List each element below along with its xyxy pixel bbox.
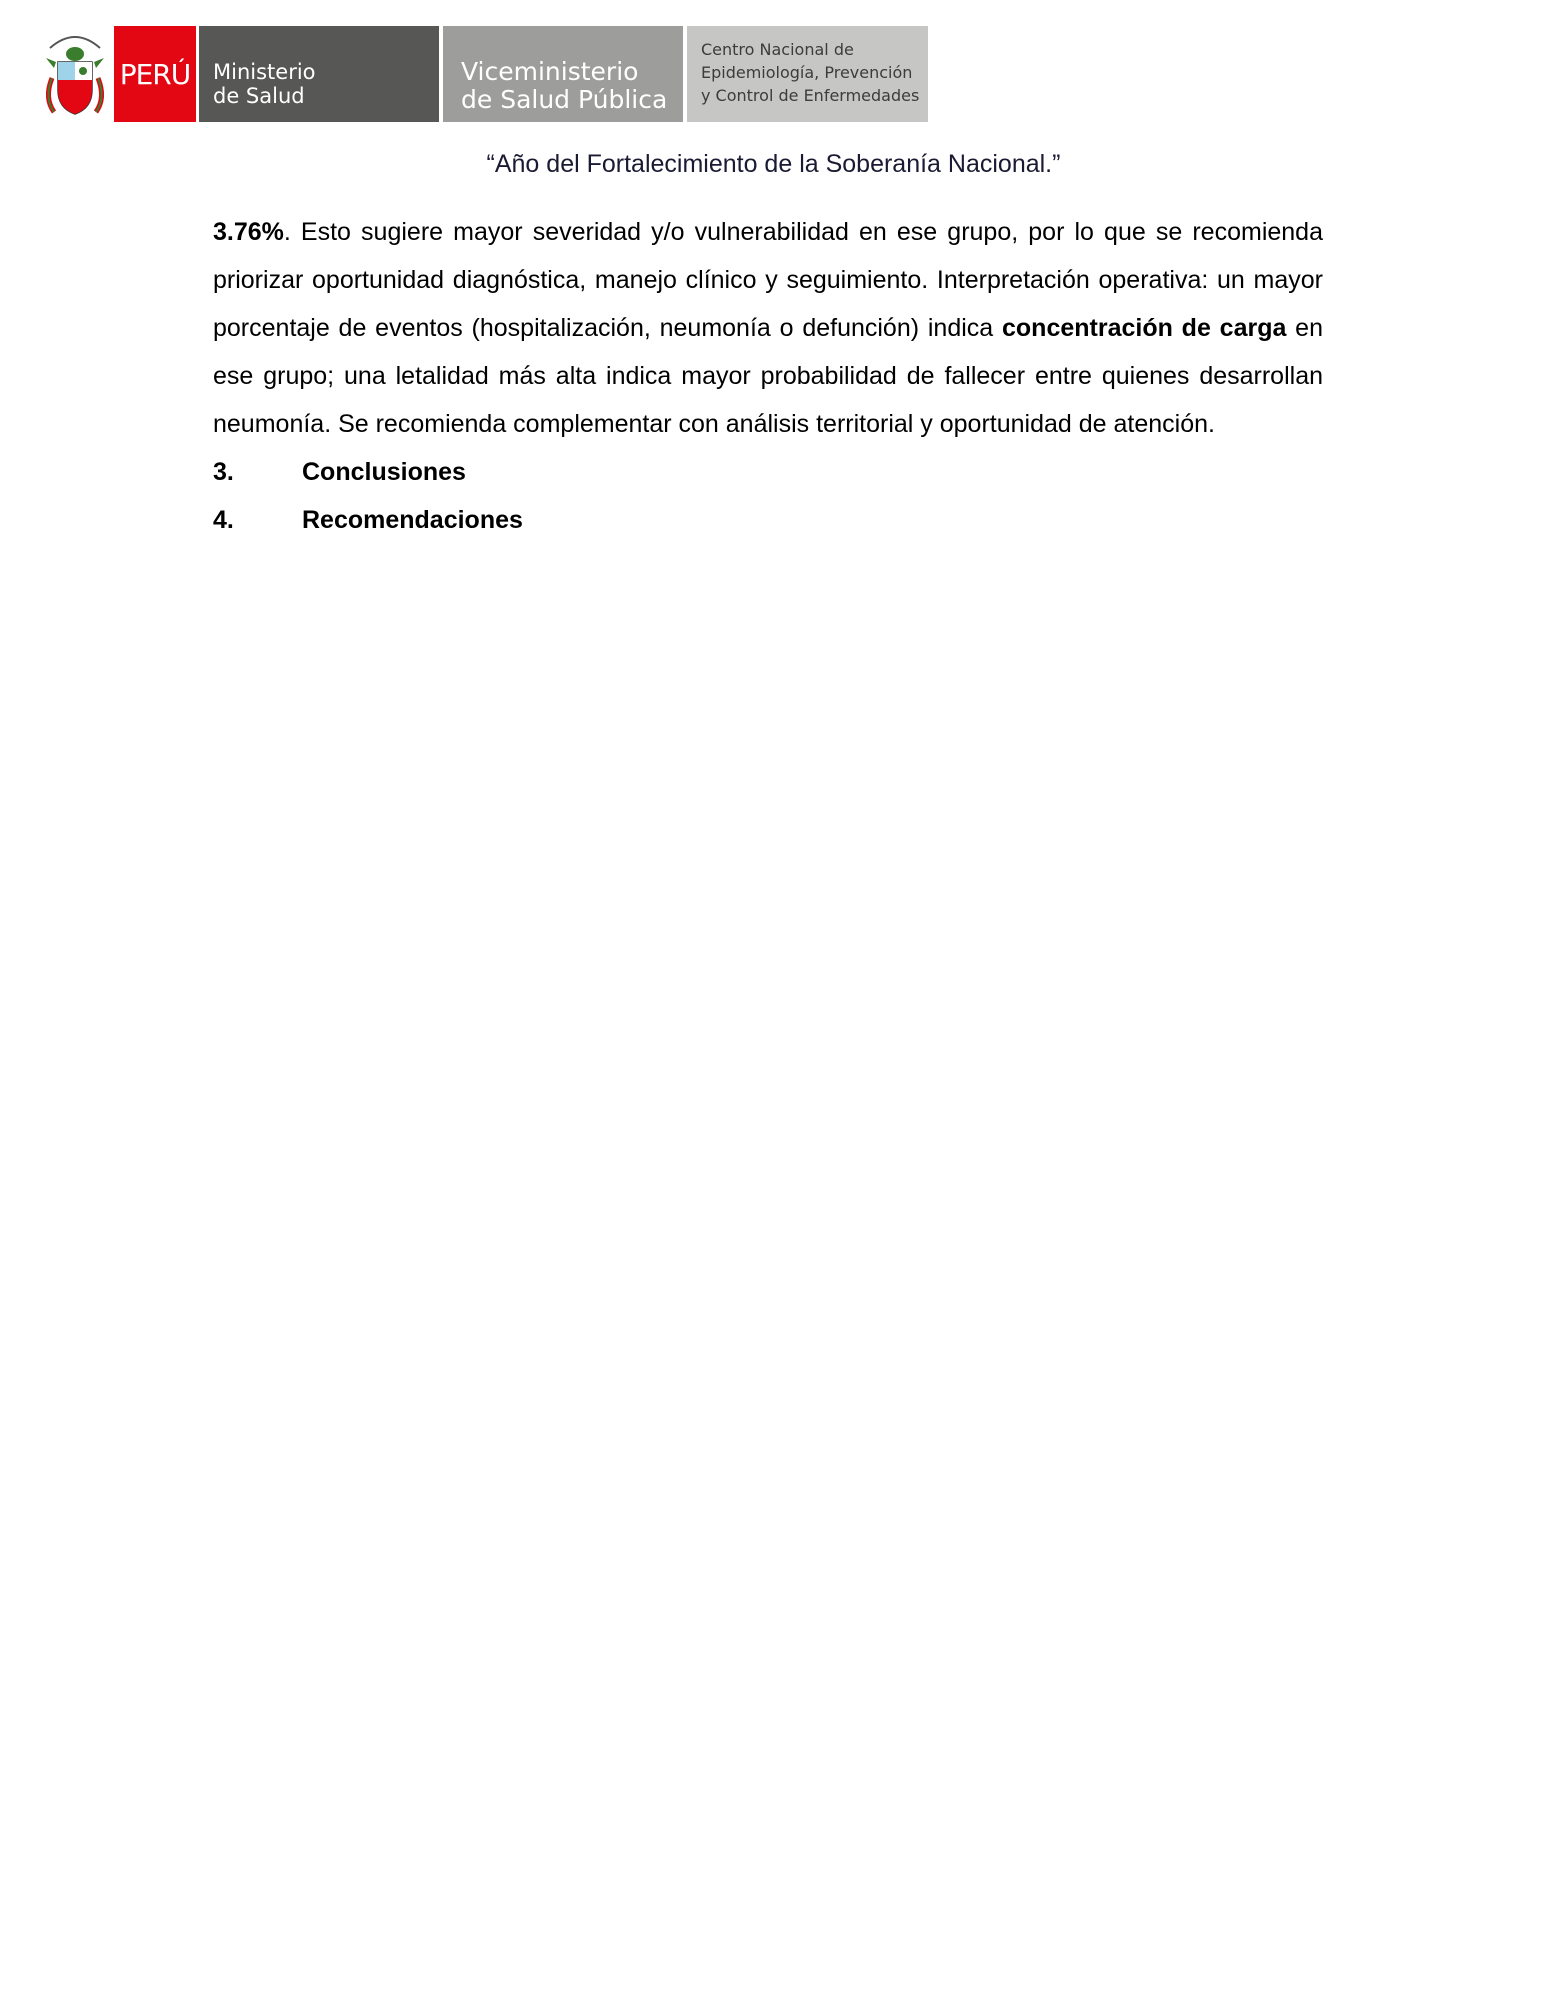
paragraph-text-1: . Esto sugiere mayor severidad y/o vulnerabilidad en ese grupo, por lo que se recomienda priorizar oportunidad diagnóstica, manejo clínico y seguimiento. Interpretación operativa: un mayor porcentaje de eventos (hospitalización, neumonía o defunción) indica [213,218,1323,342]
coat-of-arms-logo [40,28,110,118]
centro-line-2: Epidemiología, Prevención [701,63,913,82]
institutional-header [40,26,940,122]
document-body [213,208,1323,544]
paragraph-text-2: en ese grupo; una letalidad más alta indica mayor probabilidad de fallecer entre quienes desarrollan neumonía. Se recomienda complementar con análisis territorial y oportunidad de atención. [213,314,1323,438]
section-title: Recomendaciones [302,506,523,534]
peru-label: PERÚ [114,26,196,122]
ministerio-label [199,26,439,122]
body-paragraph [213,208,1323,448]
section-number: 3. [213,458,234,486]
section-heading-recomendaciones [213,496,1323,544]
ministerio-line-2: de Salud [213,84,305,108]
bold-phrase: concentración de carga [1002,314,1287,342]
centro-line-1: Centro Nacional de [701,40,854,59]
centro-line-3: y Control de Enfermedades [701,86,920,105]
section-title: Conclusiones [302,458,466,486]
year-motto: “Año del Fortalecimiento de la Soberanía Nacional.” [486,150,1061,178]
viceministerio-line-1: Viceministerio [461,57,639,86]
percentage-value: 3.76% [213,218,284,246]
ministerio-line-1: Ministerio [213,60,316,84]
section-heading-conclusiones [213,448,1323,496]
viceministerio-line-2: de Salud Pública [461,85,668,114]
section-number: 4. [213,506,234,534]
viceministerio-label [443,26,683,122]
centro-nacional-label [687,26,928,122]
